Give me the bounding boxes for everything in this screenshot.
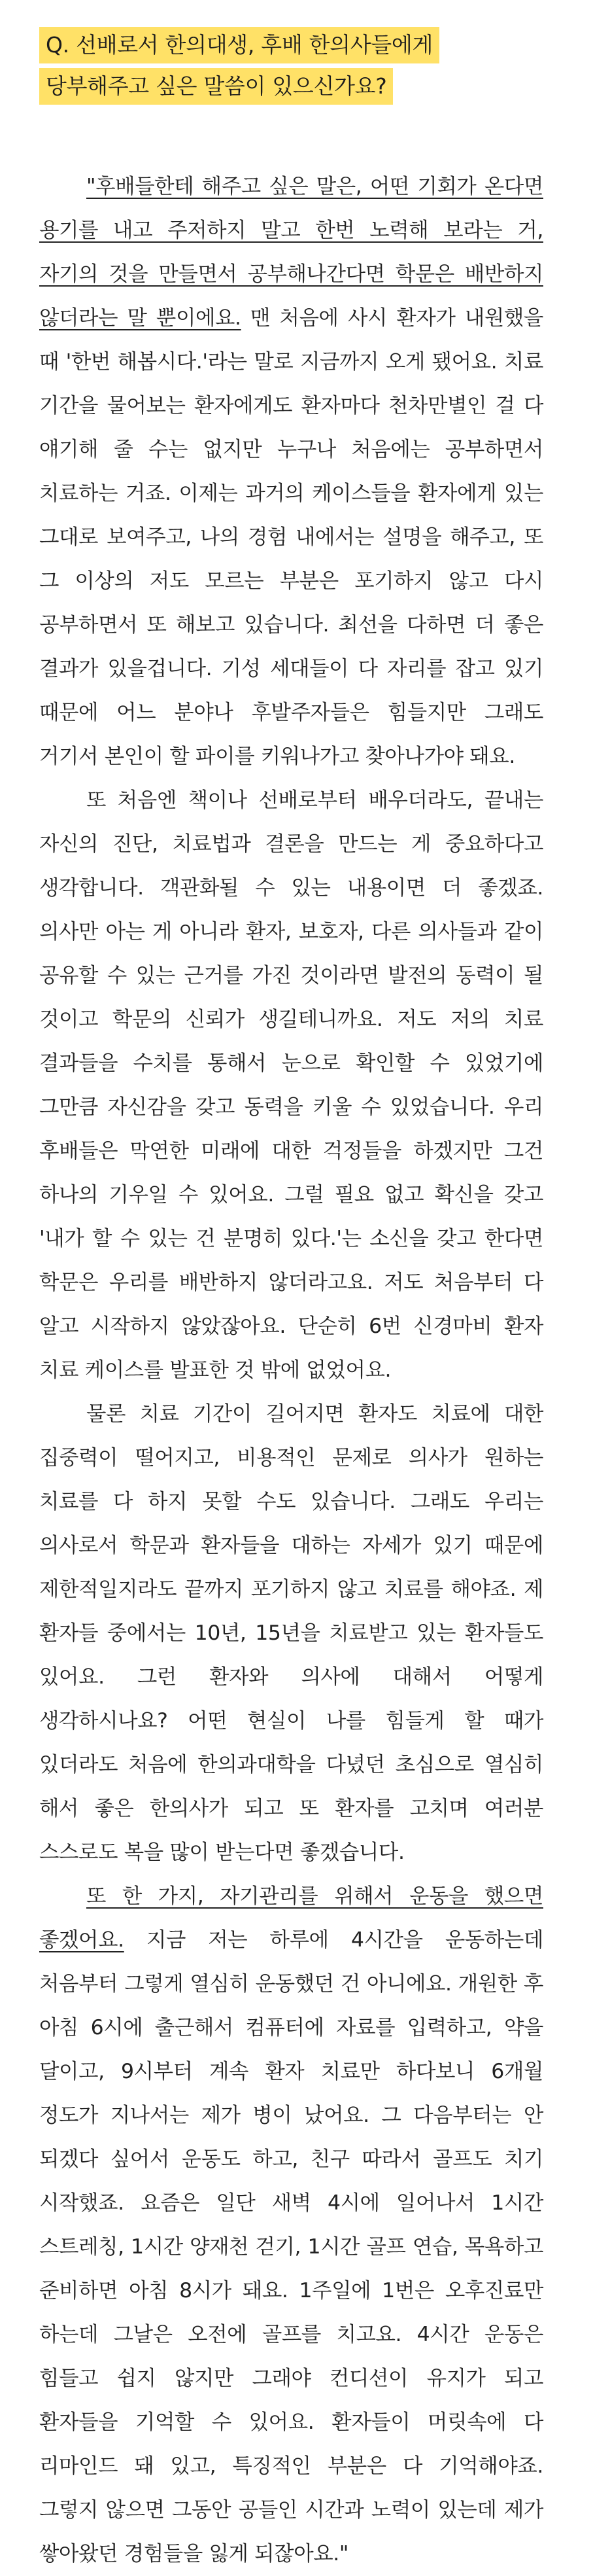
answer-exercise-underlined: 또 한 가지, 자기관리를 위해서 운동을 했으면 좋겠어요. [39, 1884, 543, 1952]
answer-paragraph-4 [39, 1875, 543, 2576]
answer-paragraph-2: 또 처음엔 책이나 선배로부터 배우더라도, 끝내는 자신의 진단, 치료법과 결론을 만드는 게 중요하다고 생각합니다. 객관화될 수 있는 내용이면 더 좋겠죠. 의사만 아는 게 아니라 환자, 보호자, 다른 의사들과 같이 공유할 수 있는 근거를 가진 것이라면 발전의 동력이 될 것이고 학문의 신뢰가 생길테니까요. 저도 저의 치료 결과들을 수치를 통해서 눈으로 확인할 수 있었기에 그만큼 자신감을 갖고 동력을 키울 수 있었습니다. 우리 후배들은 막연한 미래에 대한 걱정들을 하겠지만 그건 하나의 기우일 수 있어요. 그럴 필요 없고 확신을 갖고 '내가 할 수 있는 건 분명히 있다.'는 소신을 갖고 한다면 학문은 우리를 배반하지 않더라고요. 저도 처음부터 다 알고 시작하지 않았잖아요. 단순히 6번 신경마비 환자 치료 케이스를 발표한 것 밖에 없었어요. [39, 788, 543, 1382]
answer-paragraph-1-text: 맨 처음에 사시 환자가 내원했을 때 '한번 해봅시다.'라는 말로 지금까지 오게 됐어요. 치료 기간을 물어보는 환자에게도 환자마다 천차만별인 걸 다 얘기해 줄 수는 없지만 누구나 처음에는 공부하면서 치료하는 거죠. 이제는 과거의 케이스들을 환자에게 있는 그대로 보여주고, 나의 경험 내에서는 설명을 해주고, 또 그 이상의 저도 모르는 부분은 포기하지 않고 다시 공부하면서 또 해보고 있습니다. 최선을 다하면 더 좋은 결과가 있을겁니다. 기성 세대들이 다 자리를 잡고 있기 때문에 어느 분야나 후발주자들은 힘들지만 그래도 거기서 본인이 할 파이를 키워나가고 찾아나가야 돼요. [39, 306, 543, 768]
answer-highlight-underlined: "후배들한테 해주고 싶은 말은, 어떤 기회가 온다면 용기를 내고 주저하지 말고 한번 노력해 보라는 거, 자기의 것을 만들면서 공부해나간다면 학문은 배반하지 않더라는 말 뿐이에요. [39, 175, 543, 330]
interview-question [39, 26, 543, 109]
answer-paragraph-1 [39, 165, 543, 779]
question-line-2: 당부해주고 싶은 말씀이 있으신가요? [39, 68, 393, 105]
answer-paragraph-3: 물론 치료 기간이 길어지면 환자도 치료에 대한 집중력이 떨어지고, 비용적인 문제로 의사가 원하는 치료를 다 하지 못할 수도 있습니다. 그래도 우리는 의사로서 학문과 환자들을 대하는 자세가 있기 때문에 제한적일지라도 끝까지 포기하지 않고 치료를 해야죠. 제 환자들 중에서는 10년, 15년을 치료받고 있는 환자들도 있어요. 그런 환자와 의사에 대해서 어떻게 생각하시나요? 어떤 현실이 나를 힘들게 할 때가 있더라도 처음에 한의과대학을 다녔던 초심으로 열심히 해서 좋은 한의사가 되고 또 환자를 고치며 여러분 스스로도 복을 많이 받는다면 좋겠습니다. [39, 1402, 543, 1864]
answer-paragraph-4-text: 지금 저는 하루에 4시간을 운동하는데 처음부터 그렇게 열심히 운동했던 건 아니에요. 개원한 후 아침 6시에 출근해서 컴퓨터에 자료를 입력하고, 약을 달이고, 9시부터 계속 환자 치료만 하다보니 6개월 정도가 지나서는 제가 병이 났어요. 그 다음부터는 안 되겠다 싶어서 운동도 하고, 친구 따라서 골프도 치기 시작했죠. 요즘은 일단 새벽 4시에 일어나서 1시간 스트레칭, 1시간 양재천 걷기, 1시간 골프 연습, 목욕하고 준비하면 아침 8시가 돼요. 1주일에 1번은 오후진료만 하는데 그날은 오전에 골프를 치고요. 4시간 운동은 힘들고 쉽지 않지만 그래야 컨디션이 유지가 되고 환자들을 기억할 수 있어요. 환자들이 머릿속에 다 리마인드 돼 있고, 특징적인 부분은 다 기억해야죠. 그렇지 않으면 그동안 공들인 시간과 노력이 있는데 제가 쌓아왔던 경험들을 잃게 되잖아요." [39, 1928, 543, 2566]
interview-answer [39, 165, 543, 2576]
question-line-1: Q. 선배로서 한의대생, 후배 한의사들에게 [39, 27, 439, 63]
